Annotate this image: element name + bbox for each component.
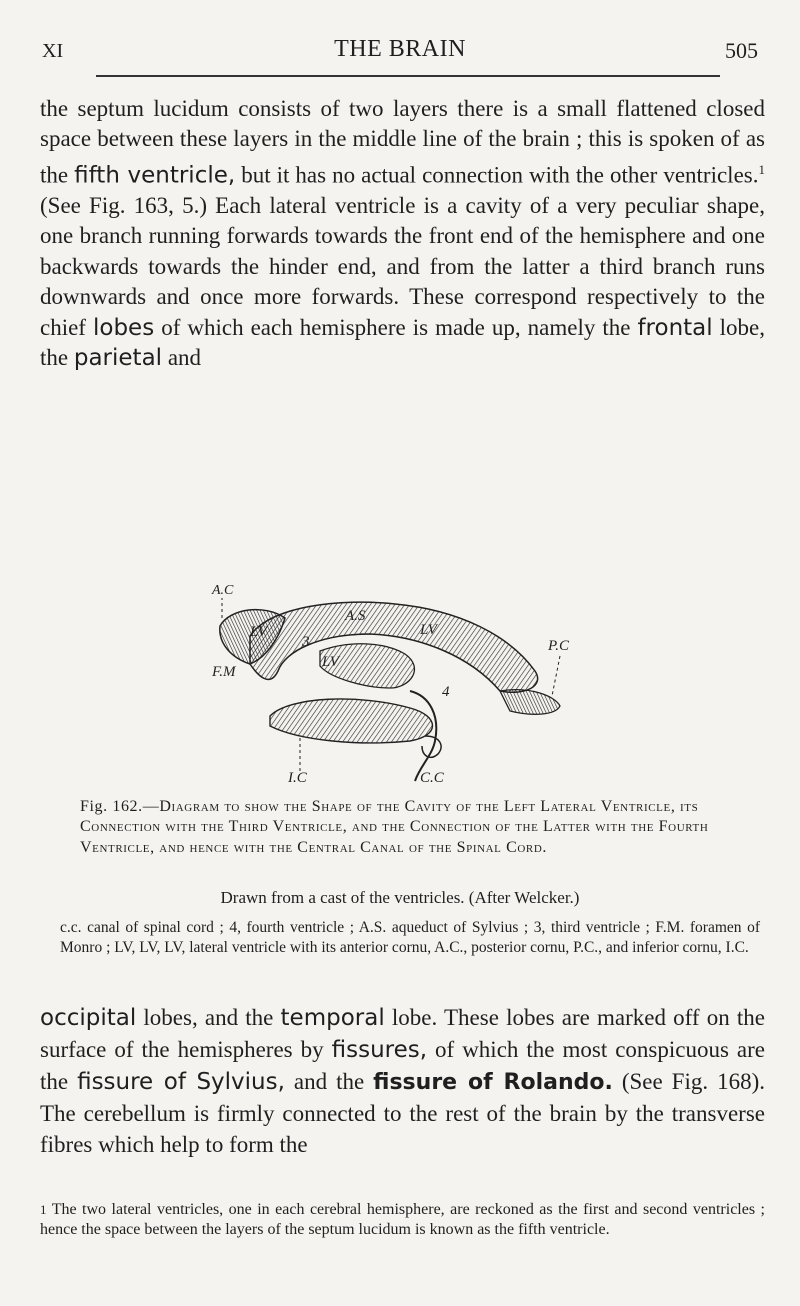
ventricle-diagram <box>210 583 600 786</box>
central-canal <box>422 736 441 757</box>
text-run: lobes, and the <box>136 1005 281 1030</box>
emphasis-temporal: temporal <box>280 1005 385 1031</box>
figure-source: Drawn from a cast of the ventricles. (After Welcker.) <box>220 888 580 907</box>
label-lv-upper: LV <box>250 624 267 640</box>
page-number: 505 <box>725 38 758 63</box>
emphasis-parietal: parietal <box>73 344 163 371</box>
figure-number: Fig. 162. <box>80 798 143 815</box>
paragraph-2 <box>40 1002 765 1160</box>
text-run: the septum lucidum consists of two layers there is a small flattened closed space between these layers in the middle line of the brain ; this is spoken of as the <box>40 96 765 188</box>
footnote <box>40 1200 765 1240</box>
label-lv-middle: LV <box>420 622 437 638</box>
paragraph-1 <box>40 94 765 373</box>
label-cc: C.C <box>420 770 444 786</box>
emphasis-occipital: occipital <box>40 1005 137 1031</box>
figure-caption-text: —Diagram to show the Shape of the Cavity of the Left Lateral Ventricle, its Connection with the Third Ventricle, and the Connection of the Latter with the Fourth Ventricle, and hence with the Central Canal of the Spinal Cord. <box>80 798 709 856</box>
footnote-mark: 1 <box>40 1202 47 1217</box>
emphasis-fissure-of-rolando: fissure of Rolando. <box>373 1070 613 1095</box>
chapter-number: XI <box>42 40 64 62</box>
text-run: (See Fig. 163, 5.) Each lateral ventricle is a cavity of a very peculiar shape, one branch running forwards towards the front end of the hemisphere and one backwards towards the hinder end, and from the latter a third branch runs downwards and once more forwards. These correspond respectively to the chief <box>40 192 765 340</box>
figure-caption <box>80 797 760 858</box>
text-run: and <box>162 344 202 370</box>
figure-legend: c.c. canal of spinal cord ; 4, fourth ventricle ; A.S. aqueduct of Sylvius ; 3, third ventricle ; F.M. foramen of Monro ; LV, LV, LV, lateral ventricle with its anterior cornu, A.C., posterior cornu, P.C., and inferior cornu, I.C. <box>60 919 760 956</box>
emphasis-fifth-ventricle: fifth ventricle, <box>74 162 236 189</box>
header-rule <box>96 75 720 77</box>
label-lv-lower: LV <box>322 654 339 670</box>
label-fourth-ventricle: 4 <box>442 684 450 700</box>
pointer-pc <box>552 656 560 696</box>
running-header <box>40 36 760 76</box>
text-run: and the <box>284 1069 374 1094</box>
text-run: of which the most conspicuous are the <box>40 1037 766 1094</box>
text-run: lobe, the <box>40 314 766 370</box>
posterior-cornu <box>500 690 560 715</box>
text-run: but it has no actual connection with the other ventricles. <box>235 162 759 188</box>
label-pc: P.C <box>548 638 569 654</box>
footnote-ref: 1 <box>758 161 765 177</box>
label-ic: I.C <box>288 770 307 786</box>
label-ac: A.C <box>212 583 234 598</box>
label-as: A.S <box>345 608 366 624</box>
running-title: THE BRAIN <box>334 36 466 62</box>
emphasis-frontal: frontal <box>637 314 713 341</box>
emphasis-fissure-of-sylvius: fissure of Sylvius, <box>77 1069 285 1095</box>
text-run: (See Fig. 168). The cerebellum is firmly connected to the rest of the brain by the transverse fibres which help to form the <box>40 1069 765 1157</box>
text-run: of which each hemisphere is made up, namely the <box>154 314 638 340</box>
emphasis-lobes: lobes <box>92 314 155 341</box>
emphasis-fissures: fissures, <box>331 1037 428 1063</box>
text-run: lobe. These lobes are marked off on the surface of the hemispheres by <box>40 1005 765 1062</box>
lower-lateral-ventricle <box>270 699 433 743</box>
label-third-ventricle: 3 <box>302 634 310 650</box>
footnote-text: The two lateral ventricles, one in each cerebral hemisphere, are reckoned as the first and second ventricles ; hence the space between the layers of the septum lucidum is known as the fifth ventricle. <box>40 1201 765 1238</box>
label-fm: F.M <box>212 664 236 680</box>
